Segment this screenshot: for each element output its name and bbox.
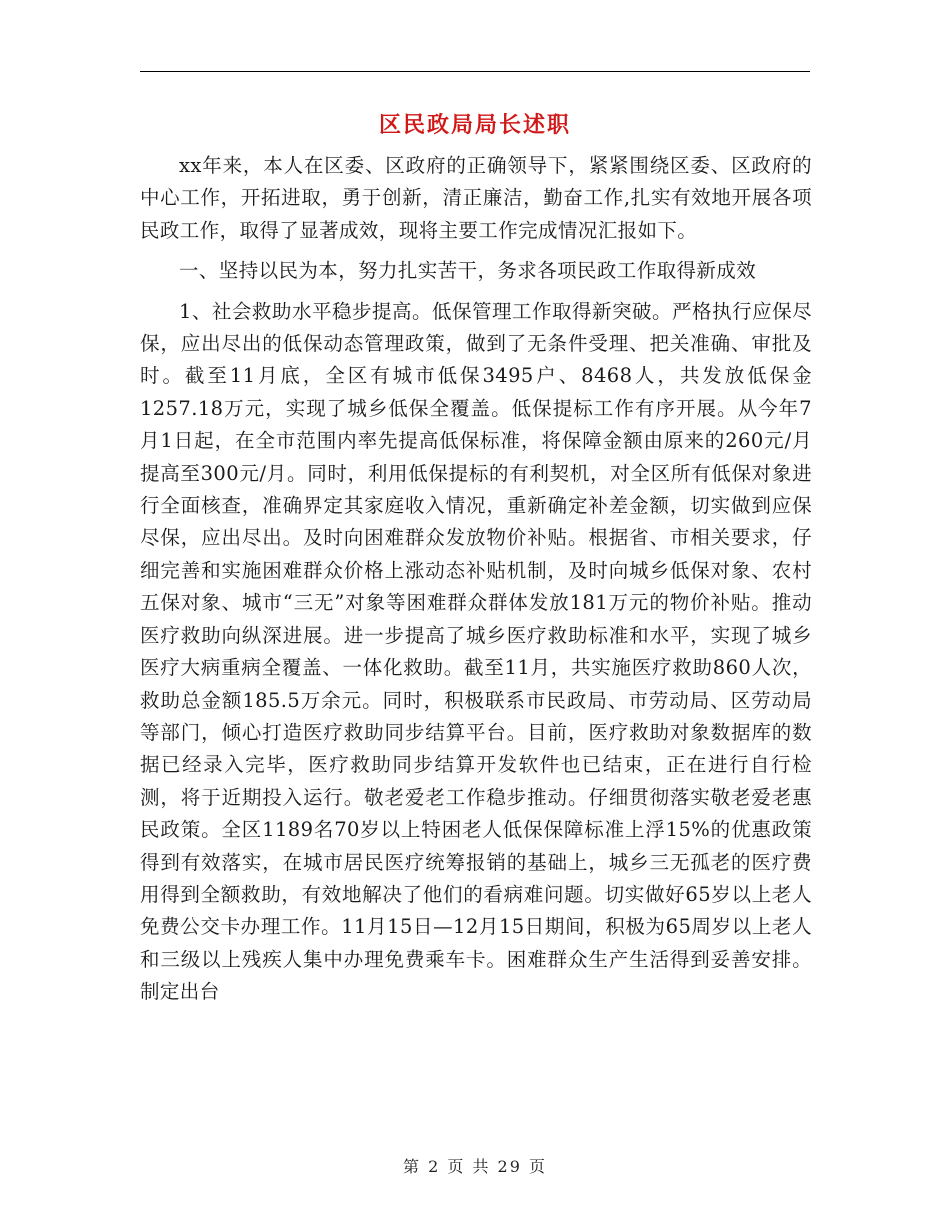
page-number: 第 2 页 共 29 页 — [403, 1157, 547, 1176]
intro-paragraph: xx年来，本人在区委、区政府的正确领导下，紧紧围绕区委、区政府的中心工作，开拓进取，勇于创新，清正廉洁，勤奋工作,扎实有效地开展各项民政工作，取得了显著成效，现将主要工作完成情况汇报如下。 — [140, 154, 812, 242]
document-body — [140, 150, 812, 1009]
section-item-paragraph: 1、社会救助水平稳步提高。低保管理工作取得新突破。严格执行应保尽保，应出尽出的低保动态管理政策，做到了无条件受理、把关准确、审批及时。截至11月底，全区有城市低保3495户、8468人，共发放低保金1257.18万元，实现了城乡低保全覆盖。低保提标工作有序开展。从今年7月1日起，在全市范围内率先提高低保标准，将保障金额由原来的260元/月提高至300元/月。同时，利用低保提标的有利契机，对全区所有低保对象进行全面核查，准确界定其家庭收入情况，重新确定补差金额，切实做到应保尽保，应出尽出。及时向困难群众发放物价补贴。根据省、市相关要求，仔细完善和实施困难群众价格上涨动态补贴机制，及时向城乡低保对象、农村五保对象、城市“三无”对象等困难群众群体发放181万元的物价补贴。推动医疗救助向纵深进展。进一步提高了城乡医疗救助标准和水平，实现了城乡医疗大病重病全覆盖、一体化救助。截至11月，共实施医疗救助860人次，救助总金额185.5万余元。同时，积极联系市民政局、市劳动局、区劳动局等部门，倾心打造医疗救助同步结算平台。目前，医疗救助对象数据库的数据已经录入完毕，医疗救助同步结算开发软件也已结束，正在进行自行检测，将于近期投入运行。敬老爱老工作稳步推动。仔细贯彻落实敬老爱老惠民政策。全区1189名70岁以上特困老人低保保障标准上浮15%的优惠政策得到有效落实，在城市居民医疗统筹报销的基础上，城乡三无孤老的医疗费用得到全额救助，有效地解决了他们的看病难问题。切实做好65岁以上老人免费公交卡办理工作。11月15日—12月15日期间，积极为65周岁以上老人和三级以上残疾人集中办理免费乘车卡。困难群众生产生活得到妥善安排。制定出台 — [140, 299, 812, 1004]
header-rule — [140, 71, 810, 72]
section-heading: 一、坚持以民为本，努力扎实苦干，务求各项民政工作取得新成效 — [179, 259, 757, 283]
document-title: 区民政局局长述职 — [378, 112, 571, 138]
